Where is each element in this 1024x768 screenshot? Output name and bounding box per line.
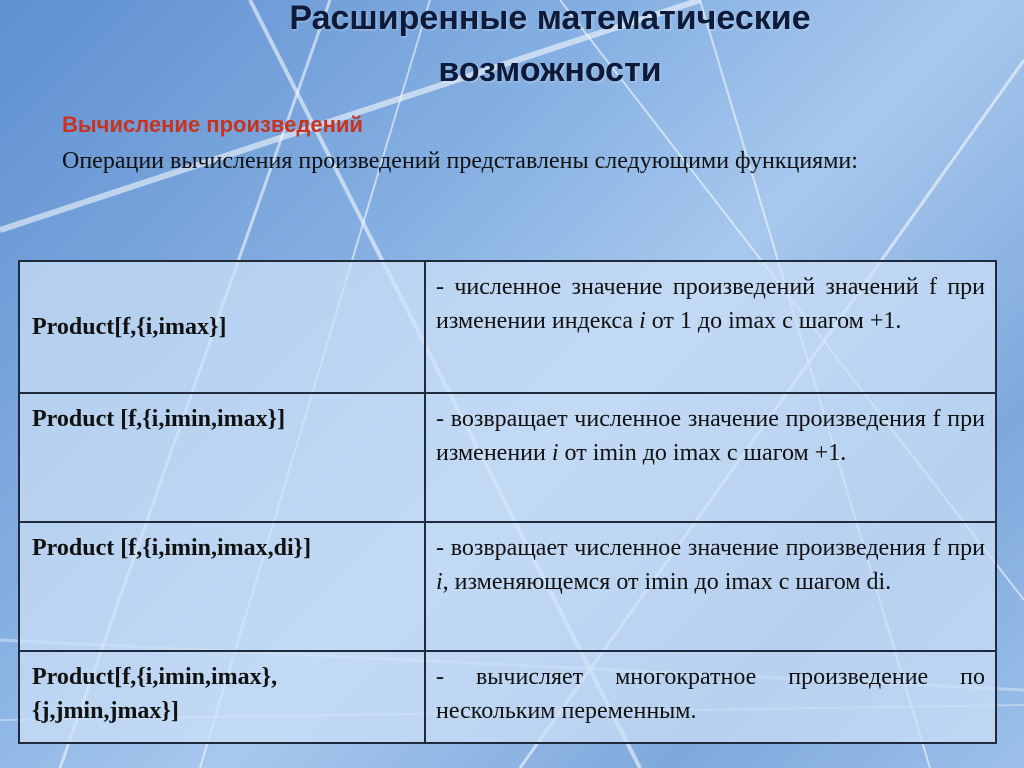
function-name-cell: Product [f,{i,imin,imax,di}]: [19, 522, 425, 651]
function-description-cell: [425, 261, 996, 393]
description-text: , изменяющемся от imin до imax с шагом di.: [442, 569, 892, 595]
description-text: - численное значение произведений значений f при изменении индекса: [436, 274, 985, 334]
table-row: [19, 393, 996, 522]
table-row: [19, 522, 996, 651]
description-text: - возвращает численное значение произведения f при: [436, 535, 985, 561]
description-text: от imin до imax с шагом +1.: [558, 440, 847, 466]
section-subheading: Вычисление произведений: [62, 112, 363, 137]
function-description-cell: [425, 393, 996, 522]
slide-title: [150, 0, 950, 96]
description-italic: i: [639, 308, 646, 334]
function-name-cell: Product [f,{i,imin,imax}]: [19, 393, 425, 522]
intro-paragraph: Операции вычисления произведений представлены следующими функциями:: [62, 148, 858, 174]
description-italic: i: [551, 440, 559, 466]
table-row: [19, 261, 996, 393]
functions-table: [18, 260, 997, 744]
description-text: - возвращает численное значение произведения f при изменении: [436, 406, 985, 466]
description-text: от 1 до imax с шагом +1.: [645, 308, 902, 334]
function-description-cell: [425, 651, 996, 743]
description-text: - вычисляет многократное произведение по нескольким переменным.: [436, 664, 985, 724]
description-italic: i: [436, 569, 443, 595]
title-line-2: возможности: [438, 51, 662, 89]
function-name-cell: Product[f,{i,imax}]: [19, 261, 425, 393]
table-row: [19, 651, 996, 743]
title-line-1: Расширенные математические: [289, 0, 811, 37]
function-name-cell: Product[f,{i,imin,imax},{j,jmin,jmax}]: [19, 651, 425, 743]
function-description-cell: [425, 522, 996, 651]
